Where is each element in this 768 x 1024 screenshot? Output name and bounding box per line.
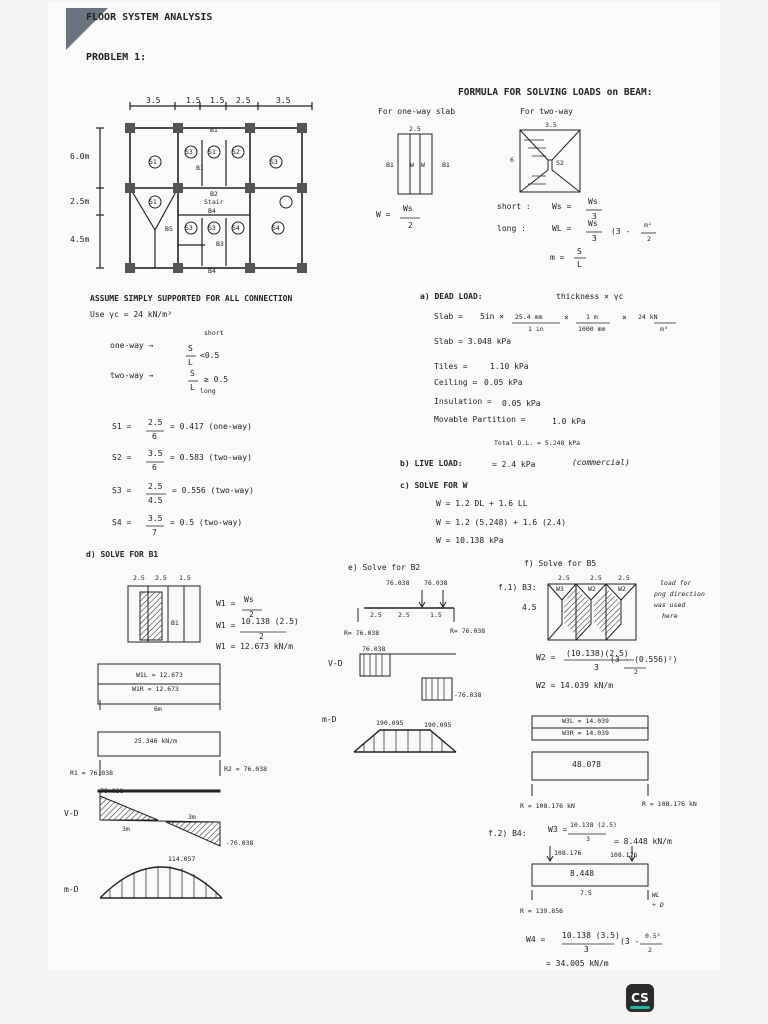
b1-m-label: m-D <box>64 885 79 894</box>
b1-m-max: 114.057 <box>168 855 196 863</box>
beam-label: B3 <box>216 240 224 248</box>
plan-dim-left-3: 4.5m <box>70 235 90 244</box>
ratio-result: = 0.417 (one-way) <box>170 422 252 431</box>
load-item-value: 1.10 kPa <box>490 362 529 371</box>
assumption-1: ASSUME SIMPLY SUPPORTED FOR ALL CONNECTION <box>90 294 293 303</box>
b5-w4-lhs: W4 = <box>526 935 546 944</box>
sketch-mark: W <box>410 161 414 169</box>
b5-wl-tag: WL <box>652 891 660 899</box>
b5-note: here <box>662 612 678 620</box>
ratio-label: S1 = <box>112 422 132 431</box>
slab-label: S4 <box>232 224 240 232</box>
ratio-label: S3 = <box>112 486 132 495</box>
one-way-rule: one-way → <box>110 341 154 350</box>
b5-w4-result: = 34.005 kN/m <box>546 959 609 968</box>
stair-label: Stair <box>204 198 224 206</box>
b1-v-label: V-D <box>64 809 79 818</box>
b5-f1: f.1) B3: <box>498 583 537 592</box>
b1-dim: 2.5 <box>155 574 167 582</box>
b1-v-top: 76.038 <box>100 787 124 795</box>
load-item-label: Tiles = <box>434 362 468 371</box>
b5-p: 108.176 <box>554 849 582 857</box>
b1-w1-den: 2 <box>259 632 264 641</box>
live-load-note: (commercial) <box>572 458 630 467</box>
b2-span: 2.5 <box>370 611 382 619</box>
slab-label: S1 <box>149 158 157 166</box>
b5-p: 108.176 <box>610 851 638 859</box>
ratio-den: 6 <box>152 463 157 472</box>
b5-w4-num: 10.138 (3.5) <box>562 931 620 940</box>
b2-rb: R= 76.038 <box>450 627 486 635</box>
two-way-rule: two-way → <box>110 371 154 380</box>
beam-label: B5 <box>165 225 173 233</box>
rule-num: S <box>188 344 193 353</box>
b5-r3: R = 139.856 <box>520 907 564 915</box>
b5-w2-result: W2 = 14.039 kN/m <box>536 681 614 690</box>
b5-note: was used <box>654 601 686 609</box>
b1-w1-num: 10.138 (2.5) <box>241 617 299 626</box>
wl-tail-den: 2 <box>647 235 651 243</box>
live-load-value: = 2.4 kPa <box>492 460 536 469</box>
b1-dim: 2.5 <box>133 574 145 582</box>
load-item-label: Insulation = <box>434 397 492 406</box>
plan-dim-1: 3.5 <box>146 96 161 105</box>
load-item-value: 0.05 kPa <box>484 378 523 387</box>
b5-w3-lhs: W3 = <box>548 825 568 834</box>
rule-den: L <box>190 383 195 392</box>
slab-d-den: m³ <box>660 325 668 333</box>
solve-w-heading: c) SOLVE FOR W <box>400 481 468 490</box>
b5-f2: f.2) B4: <box>488 829 527 838</box>
b5-w3-result: = 8.448 kN/m <box>614 837 672 846</box>
load-item-label: Ceiling = <box>434 378 478 387</box>
sketch-dim: 3.5 <box>545 121 557 129</box>
b5-mark: W3 <box>556 585 564 593</box>
rule-tail: ≥ 0.5 <box>204 375 229 384</box>
w-eq: W = <box>376 210 391 219</box>
b2-m-label: m-D <box>322 715 337 724</box>
sketch-mark: B1 <box>386 161 394 169</box>
b5-w3-num: 10.138 (2.5) <box>570 821 617 829</box>
b1-v-bot: -76.038 <box>226 839 254 847</box>
problem-label: PROBLEM 1: <box>86 52 147 63</box>
b5-mark: W2 <box>588 585 596 593</box>
w-den: 2 <box>408 221 413 230</box>
b5-w2-den: 3 <box>594 663 599 672</box>
slab-b-den: 1 in <box>528 325 544 333</box>
b5-span2: 7.5 <box>580 889 592 897</box>
b5-heading: f) Solve for B5 <box>524 559 597 568</box>
b5-udl: 48.078 <box>572 760 601 769</box>
b5-wr: W3R = 14.039 <box>562 729 609 737</box>
b5-w4-tail: (3 - <box>620 937 640 946</box>
m-den: L <box>577 260 582 269</box>
sketch-mark: S2 <box>556 159 564 167</box>
wl-tail: (3 - <box>611 227 631 236</box>
slab-c-den: 1000 mm <box>578 325 606 333</box>
beam-label: B4 <box>208 207 216 215</box>
b2-span: 1.5 <box>430 611 442 619</box>
b5-w2-num: (10.138)(2.5) <box>566 649 629 658</box>
sketch-mark: B1 <box>442 161 450 169</box>
ws-num: Ws <box>588 197 598 206</box>
b5-w4-tail-num: 0.5² <box>645 932 661 940</box>
plan-dim-5: 3.5 <box>276 96 291 105</box>
b2-load: 76.038 <box>424 579 448 587</box>
camscanner-logo: CS <box>626 984 654 1012</box>
b1-w1-result: W1 = 12.673 kN/m <box>216 642 294 651</box>
assumption-2: Use γc = 24 kN/m³ <box>90 310 172 319</box>
slab-d-num: 24 kN <box>638 313 658 321</box>
dead-load-total: Total D.L. = 5.248 kPa <box>494 439 581 447</box>
wl-den: 3 <box>592 234 597 243</box>
b5-note: load for <box>660 579 692 587</box>
b1-w1-num: Ws <box>244 595 254 604</box>
b1-r2: R2 = 76.038 <box>224 765 268 773</box>
b2-m1: 190.095 <box>376 719 404 727</box>
b5-dim: 2.5 <box>618 574 630 582</box>
one-way-label: For one-way slab <box>378 107 456 116</box>
long-tag: long <box>200 387 216 395</box>
b1-span: 6m <box>154 705 162 713</box>
b5-w2-tail-den: 2 <box>634 668 638 676</box>
b5-udl2: 8.448 <box>570 869 595 878</box>
m-num: S <box>577 247 582 256</box>
solve-w-line: W = 1.2 DL + 1.6 LL <box>436 499 528 508</box>
ratio-result: = 0.556 (two-way) <box>172 486 254 495</box>
load-item-value: 1.0 kPa <box>552 417 586 426</box>
b5-note: png direction <box>654 590 705 598</box>
slab-label: S3 <box>185 224 193 232</box>
short-tag: short <box>204 329 224 337</box>
ws-den: 3 <box>592 212 597 221</box>
ratio-den: 7 <box>152 528 157 537</box>
b5-dim: 2.5 <box>590 574 602 582</box>
b1-w1-lhs: W1 = <box>216 599 236 608</box>
solve-w-line: W = 1.2 (5.248) + 1.6 (2.4) <box>436 518 567 527</box>
solve-w-line: W = 10.138 kPa <box>436 536 504 545</box>
ratio-num: 2.5 <box>148 418 163 427</box>
ratio-num: 3.5 <box>148 449 163 458</box>
plan-dim-left-1: 6.0m <box>70 152 90 161</box>
ratio-label: S2 = <box>112 453 132 462</box>
slab-result: Slab = 3.048 kPa <box>434 337 512 346</box>
slab-c-num: 1 m <box>586 313 598 321</box>
b5-w2-lhs: W2 = <box>536 653 556 662</box>
b5-dim: 2.5 <box>558 574 570 582</box>
b5-wl-tag: + D <box>652 901 664 909</box>
plan-dim-2: 1.5 <box>186 96 201 105</box>
ratio-den: 4.5 <box>148 496 163 505</box>
plan-dim-left-2: 2.5m <box>70 197 90 206</box>
rule-num: S <box>190 369 195 378</box>
b5-r1: R = 108.176 kN <box>520 802 575 810</box>
beam-label: B4 <box>208 267 216 275</box>
b2-m2: 190.095 <box>424 721 452 729</box>
slab-b-num: 25.4 mm <box>515 313 543 321</box>
slab-label: S1 <box>208 148 216 156</box>
page-title: FLOOR SYSTEM ANALYSIS <box>86 12 213 23</box>
beam-label: B2 <box>210 190 218 198</box>
b2-v-label: V-D <box>328 659 343 668</box>
b1-wl: W1L = 12.673 <box>136 671 183 679</box>
sketch-dim: 6 <box>510 156 514 164</box>
beam-label: B1 <box>196 164 204 172</box>
ratio-den: 6 <box>152 432 157 441</box>
b2-load: 76.038 <box>386 579 410 587</box>
b2-v-top: 76.038 <box>362 645 386 653</box>
wl-eq: WL = <box>552 224 572 233</box>
b1-w1-den: 2 <box>249 610 254 619</box>
b2-ra: R= 76.038 <box>344 629 380 637</box>
b1-mark: B1 <box>171 619 179 627</box>
b1-wr: W1R = 12.673 <box>132 685 179 693</box>
b5-w4-tail-den: 2 <box>648 946 652 954</box>
b1-r1: R1 = 76.038 <box>70 769 114 777</box>
b5-side-dim: 4.5 <box>522 603 537 612</box>
sketch-mark: W <box>421 161 425 169</box>
dead-load-heading: a) DEAD LOAD: <box>420 292 483 301</box>
slab-label: S1 <box>149 198 157 206</box>
wl-tail-num: m² <box>644 221 652 229</box>
dead-load-side: thickness × γc <box>556 292 624 301</box>
plan-dim-4: 2.5 <box>236 96 251 105</box>
m-eq: m = <box>550 253 565 262</box>
b1-seg: 3m <box>188 813 196 821</box>
b5-mark: W2 <box>618 585 626 593</box>
plan-dim-3: 1.5 <box>210 96 225 105</box>
slab-label: S2 <box>232 148 240 156</box>
times: × <box>622 313 627 322</box>
w-num: Ws <box>403 204 413 213</box>
b5-w2-tail: (3 - (0.556)²) <box>610 655 678 664</box>
b5-r2: R = 108.176 kN <box>642 800 697 808</box>
live-load-heading: b) LIVE LOAD: <box>400 459 463 468</box>
rule-tail: <0.5 <box>200 351 220 360</box>
slab-a: 5in × <box>480 312 505 321</box>
b1-udl: 25.346 kN/m <box>134 737 178 745</box>
wl-num: Ws <box>588 219 598 228</box>
ratio-label: S4 = <box>112 518 132 527</box>
beam-label: B1 <box>210 126 218 134</box>
slab-label: S3 <box>270 158 278 166</box>
sketch-dim: 2.5 <box>409 125 421 133</box>
formula-title: FORMULA FOR SOLVING LOADS on BEAM: <box>458 87 653 98</box>
rule-den: L <box>188 358 193 367</box>
b5-w3-den: 3 <box>586 835 590 843</box>
load-item-value: 0.05 kPa <box>502 399 541 408</box>
ws-eq: Ws = <box>552 202 572 211</box>
short-label: short : <box>497 202 531 211</box>
ratio-num: 3.5 <box>148 514 163 523</box>
b5-wl: W3L = 14.039 <box>562 717 609 725</box>
long-label: long : <box>497 224 526 233</box>
slab-label: S3 <box>208 224 216 232</box>
two-way-label: For two-way <box>520 107 573 116</box>
b1-w1-lhs: W1 = <box>216 621 236 630</box>
slab-label: S4 <box>272 224 280 232</box>
b2-span: 2.5 <box>398 611 410 619</box>
b2-heading: e) Solve for B2 <box>348 563 421 572</box>
ratio-result: = 0.583 (two-way) <box>170 453 252 462</box>
b1-heading: d) SOLVE FOR B1 <box>86 550 159 559</box>
b2-v-bot: -76.038 <box>454 691 482 699</box>
times: × <box>564 313 569 322</box>
ratio-num: 2.5 <box>148 482 163 491</box>
ratio-result: = 0.5 (two-way) <box>170 518 243 527</box>
b5-w4-den: 3 <box>584 945 589 954</box>
slab-lhs: Slab = <box>434 312 463 321</box>
slab-label: S3 <box>185 148 193 156</box>
b1-seg: 3m <box>122 825 130 833</box>
b1-dim: 1.5 <box>179 574 191 582</box>
load-item-label: Movable Partition = <box>434 415 526 424</box>
